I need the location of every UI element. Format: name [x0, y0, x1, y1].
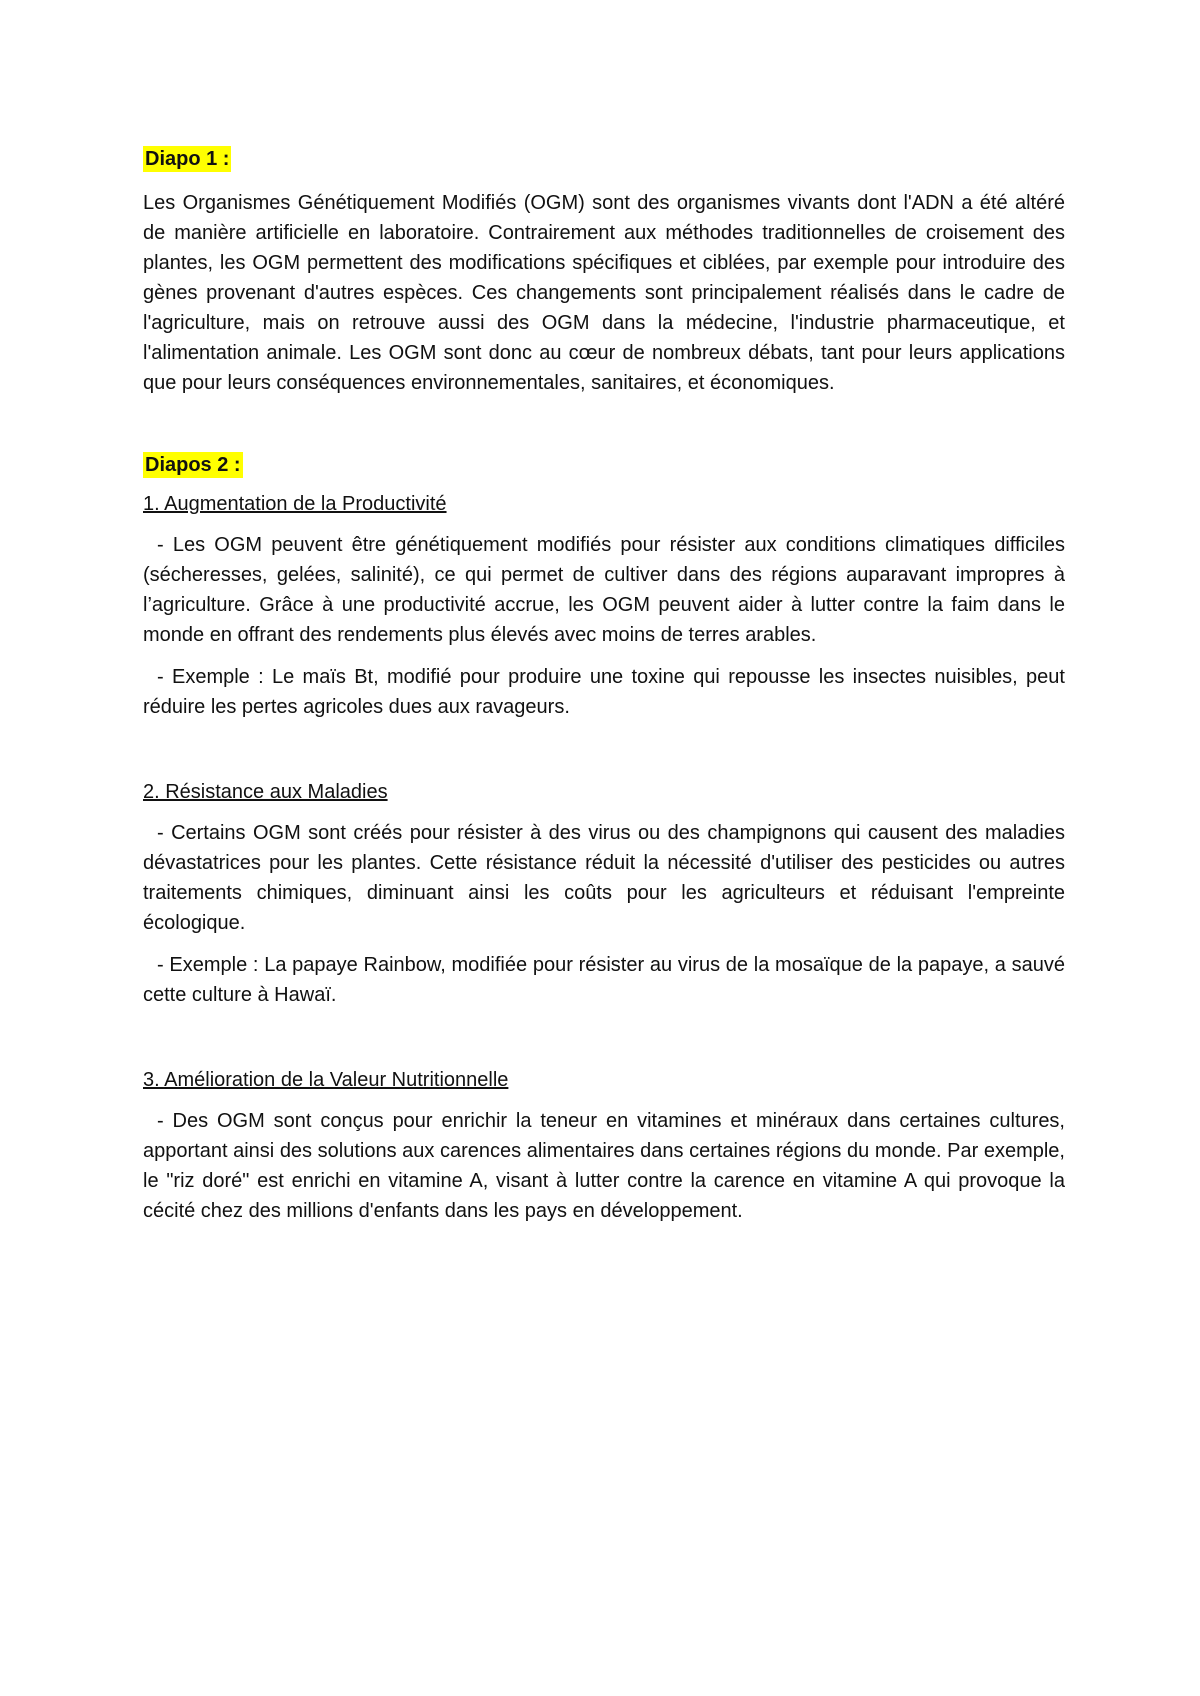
- slide1-heading: Diapo 1 :: [145, 148, 230, 170]
- slide1-paragraph: Les Organismes Génétiquement Modifiés (OGM) sont des organismes vivants dont l'ADN a été altéré de manière artificielle en laboratoire. Contrairement aux méthodes traditionnelles de croisement des plantes, les OGM permettent des modifications spécifiques et ciblées, par exemple pour introduire des gènes provenant d'autres espèces. Ces changements sont principalement réalisés dans le cadre de l'agriculture, mais on retrouve aussi des OGM dans la médecine, l'industrie pharmaceutique, et l'alimentation animale. Les OGM sont donc au cœur de nombreux débats, tant pour leurs applications que pour leurs conséquences environnementales, sanitaires, et économiques.: [143, 192, 1065, 394]
- section-title-productivity: 1. Augmentation de la Productivité: [143, 493, 447, 515]
- section-productivity-example: - Exemple : Le maïs Bt, modifié pour produire une toxine qui repousse les insectes nuisibles, peut réduire les pertes agricoles dues aux ravageurs.: [143, 666, 1065, 718]
- slide2-heading: Diapos 2 :: [145, 454, 241, 476]
- section-nutrition-paragraph: - Des OGM sont conçus pour enrichir la teneur en vitamines et minéraux dans certaines cultures, apportant ainsi des solutions aux carences alimentaires dans certaines régions du monde. Par exemple, le "riz doré" est enrichi en vitamine A, visant à lutter contre la carence en vitamine A qui provoque la cécité chez des millions d'enfants dans les pays en développement.: [143, 1110, 1065, 1222]
- section-disease-paragraph: - Certains OGM sont créés pour résister à des virus ou des champignons qui causent des maladies dévastatrices pour les plantes. Cette résistance réduit la nécessité d'utiliser des pesticides ou autres traitements chimiques, diminuant ainsi les coûts pour les agriculteurs et réduisant l'empreinte écologique.: [143, 822, 1065, 934]
- section-title-nutrition: 3. Amélioration de la Valeur Nutritionnelle: [143, 1069, 509, 1091]
- document-page: [143, 146, 1065, 1226]
- section-title-disease-resistance: 2. Résistance aux Maladies: [143, 781, 388, 803]
- section-disease-example: - Exemple : La papaye Rainbow, modifiée pour résister au virus de la mosaïque de la papaye, a sauvé cette culture à Hawaï.: [143, 954, 1065, 1006]
- section-productivity-paragraph: - Les OGM peuvent être génétiquement modifiés pour résister aux conditions climatiques difficiles (sécheresses, gelées, salinité), ce qui permet de cultiver dans des régions auparavant impropres à l’agriculture. Grâce à une productivité accrue, les OGM peuvent aider à lutter contre la faim dans le monde en offrant des rendements plus élevés avec moins de terres arables.: [143, 534, 1065, 646]
